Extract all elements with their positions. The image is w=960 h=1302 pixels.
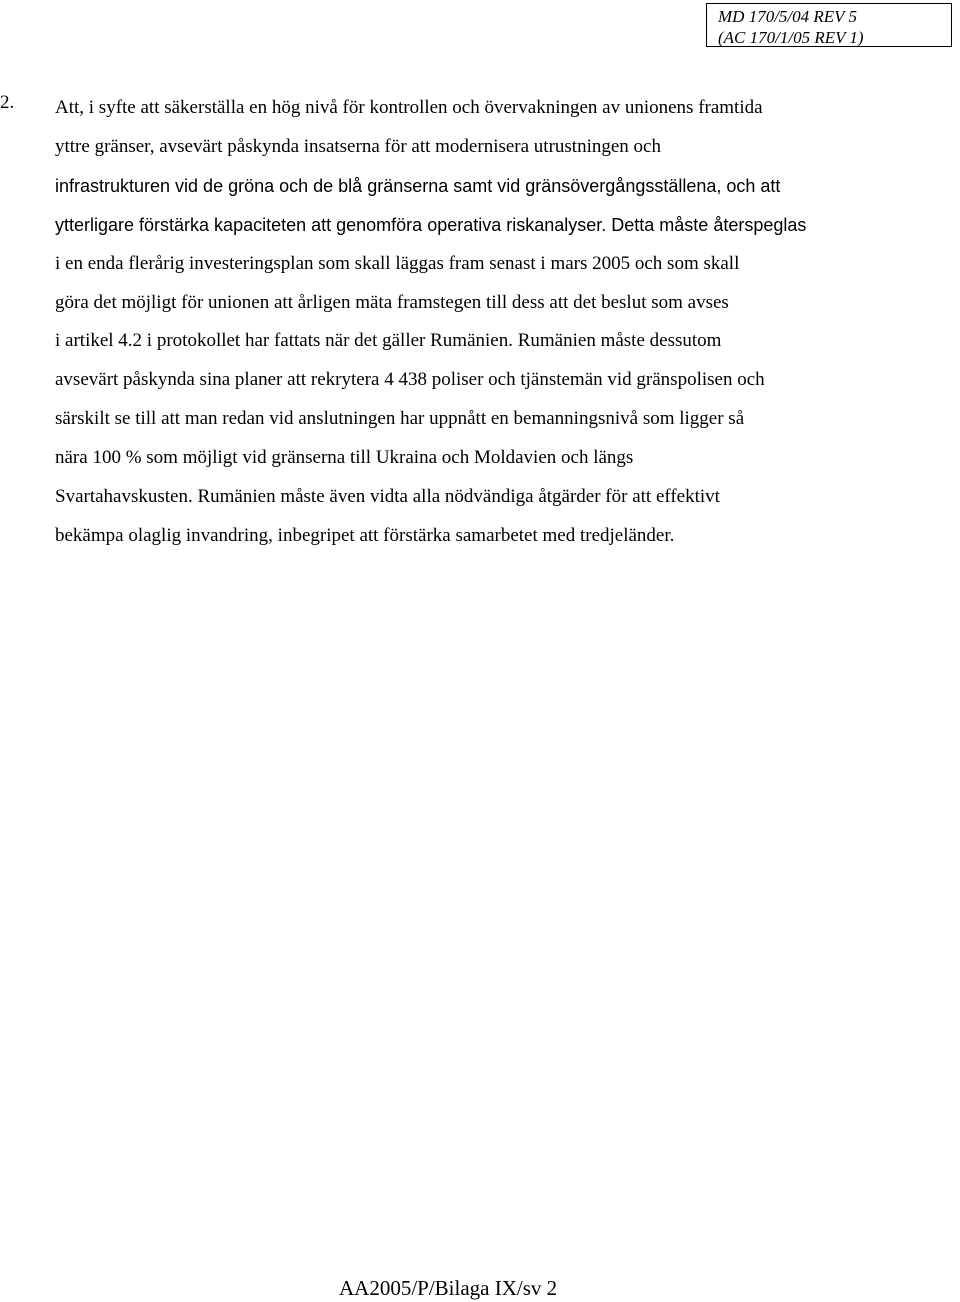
page-footer-reference: AA2005/P/Bilaga IX/sv 2 xyxy=(339,1276,558,1300)
reference-line-1: MD 170/5/04 REV 5 xyxy=(718,7,857,26)
paragraph-line-7: i artikel 4.2 i protokollet har fattats när det gäller Rumänien. Rumänien måste dessutom xyxy=(55,330,722,352)
paragraph-line-9: särskilt se till att man redan vid anslutningen har uppnått en bemanningsnivå som ligger så xyxy=(55,408,745,430)
item-paragraph xyxy=(55,89,905,556)
paragraph-line-5: i en enda flerårig investeringsplan som skall läggas fram senast i mars 2005 och som skall xyxy=(55,252,740,274)
paragraph-line-6: göra det möjligt för unionen att årligen mäta framstegen till dess att det beslut som avses xyxy=(55,291,729,313)
paragraph-line-8: avsevärt påskynda sina planer att rekrytera 4 438 poliser och tjänstemän vid gränspolisen och xyxy=(55,369,765,391)
paragraph-line-3: infrastrukturen vid de gröna och de blå gränserna samt vid gränsövergångsställena, och att xyxy=(55,175,781,196)
document-reference-box xyxy=(706,3,952,47)
item-number: 2. xyxy=(0,92,15,113)
paragraph-line-10: nära 100 % som möjligt vid gränserna till Ukraina och Moldavien och längs xyxy=(55,447,634,469)
reference-line-2: (AC 170/1/05 REV 1) xyxy=(718,28,864,47)
paragraph-line-1: Att, i syfte att säkerställa en hög nivå för kontrollen och övervakningen av unionens framtida xyxy=(55,97,763,118)
paragraph-line-4: ytterligare förstärka kapaciteten att genomföra operativa riskanalyser. Detta måste återspeglas xyxy=(55,214,807,235)
paragraph-line-12: bekämpa olaglig invandring, inbegripet att förstärka samarbetet med tredjeländer. xyxy=(55,524,675,546)
paragraph-line-2: yttre gränser, avsevärt påskynda insatserna för att modernisera utrustningen och xyxy=(55,135,661,157)
paragraph-line-11: Svartahavskusten. Rumänien måste även vidta alla nödvändiga åtgärder för att effektivt xyxy=(55,486,720,508)
